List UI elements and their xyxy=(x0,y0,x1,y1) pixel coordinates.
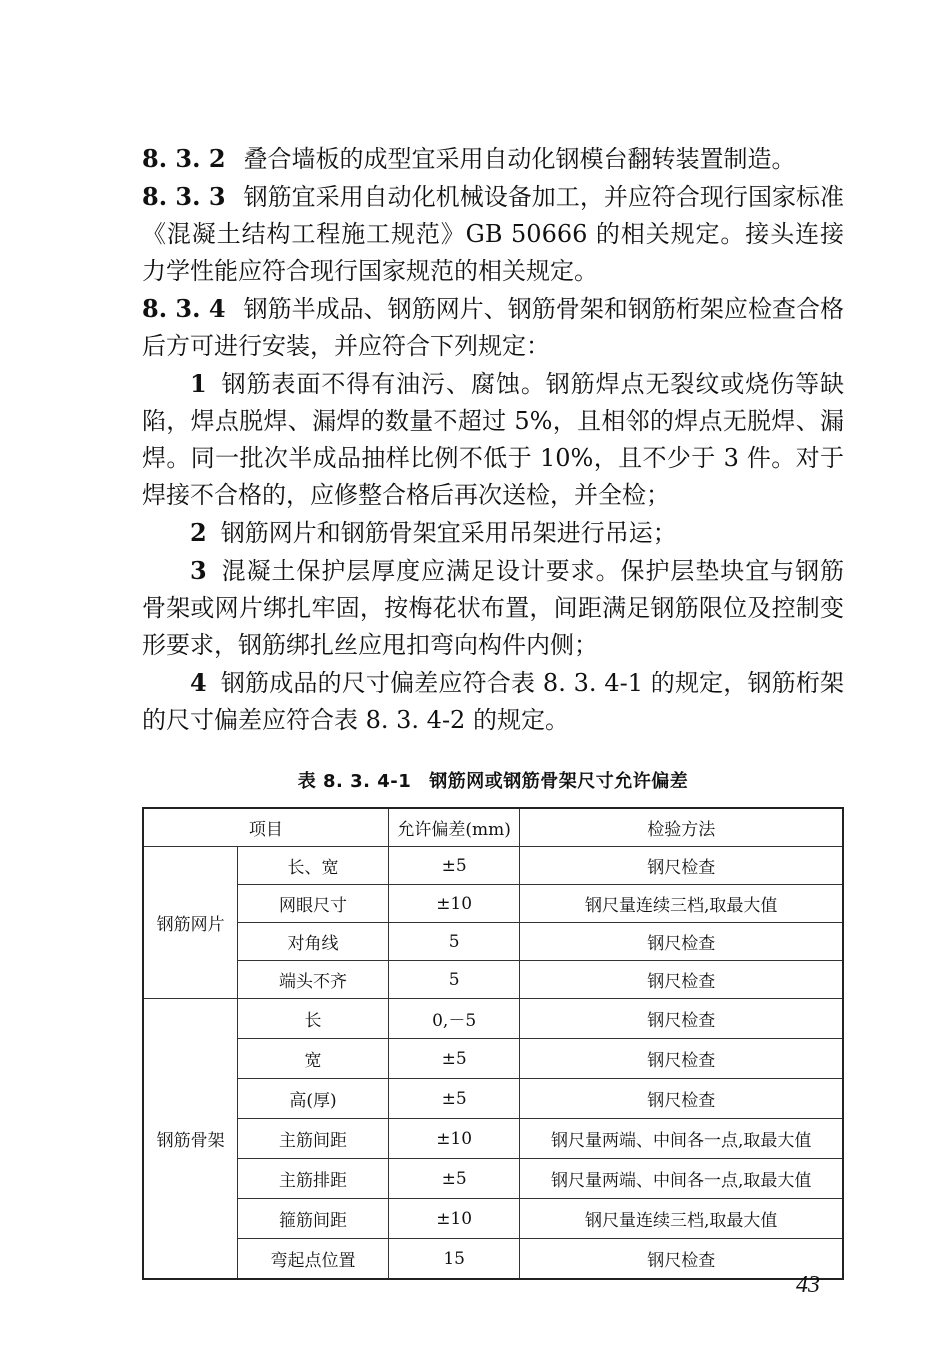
table-caption-number: 表 8. 3. 4-1 xyxy=(297,771,412,792)
cell-tolerance: 5 xyxy=(388,923,520,961)
section-number: 8. 3. 3 xyxy=(142,182,226,211)
cell-method: 钢尺量两端、中间各一点,取最大值 xyxy=(520,1159,843,1199)
table-row xyxy=(143,1039,843,1079)
tolerance-table xyxy=(142,807,844,1280)
cell-tolerance: ±5 xyxy=(388,1159,520,1199)
cell-tolerance: 5 xyxy=(388,961,520,999)
item-text: 混凝土保护层厚度应满足设计要求。保护层垫块宜与钢筋骨架或网片绑扎牢固，按梅花状布置，间距满足钢筋限位及控制变形要求，钢筋绑扎丝应甩扣弯向构件内侧； xyxy=(142,557,844,659)
item-number: 3 xyxy=(190,556,207,585)
header-method: 检验方法 xyxy=(520,808,843,847)
cell-item: 网眼尺寸 xyxy=(238,885,389,923)
section-text: 叠合墙板的成型宜采用自动化钢模台翻转装置制造。 xyxy=(243,145,796,173)
list-item-1 xyxy=(142,365,844,514)
item-number: 4 xyxy=(190,668,207,697)
cell-item: 长 xyxy=(238,999,389,1039)
item-text: 钢筋网片和钢筋骨架宜采用吊架进行吊运； xyxy=(220,519,677,547)
table-row xyxy=(143,885,843,923)
group-name: 钢筋网片 xyxy=(143,847,238,999)
table-caption xyxy=(142,767,844,793)
cell-method: 钢尺检查 xyxy=(520,1079,843,1119)
cell-method: 钢尺检查 xyxy=(520,961,843,999)
header-item: 项目 xyxy=(143,808,388,847)
section-number: 8. 3. 4 xyxy=(142,294,226,323)
table-row xyxy=(143,999,843,1039)
item-text: 钢筋成品的尺寸偏差应符合表 8. 3. 4-1 的规定，钢筋桁架的尺寸偏差应符合表 8. 3. 4-2 的规定。 xyxy=(142,669,844,734)
cell-item: 对角线 xyxy=(238,923,389,961)
item-number: 1 xyxy=(190,369,207,398)
table-header-row xyxy=(143,808,843,847)
group-cage xyxy=(143,999,843,1280)
section-8-3-2 xyxy=(142,140,844,178)
cell-item: 主筋排距 xyxy=(238,1159,389,1199)
cell-method: 钢尺检查 xyxy=(520,999,843,1039)
cell-tolerance: ±10 xyxy=(388,1119,520,1159)
section-8-3-3 xyxy=(142,178,844,290)
page-content xyxy=(142,140,844,1280)
table-caption-title: 钢筋网或钢筋骨架尺寸允许偏差 xyxy=(429,771,689,792)
item-number: 2 xyxy=(190,518,207,547)
cell-item: 弯起点位置 xyxy=(238,1239,389,1280)
section-text: 钢筋宜采用自动化机械设备加工，并应符合现行国家标准《混凝土结构工程施工规范》GB 50666 的相关规定。接头连接力学性能应符合现行国家规范的相关规定。 xyxy=(142,183,844,285)
cell-tolerance: ±5 xyxy=(388,847,520,885)
cell-item: 宽 xyxy=(238,1039,389,1079)
cell-method: 钢尺量两端、中间各一点,取最大值 xyxy=(520,1119,843,1159)
cell-tolerance: 0,－5 xyxy=(388,999,520,1039)
list-item-4 xyxy=(142,664,844,739)
table-row xyxy=(143,923,843,961)
cell-item: 高(厚) xyxy=(238,1079,389,1119)
table-row xyxy=(143,961,843,999)
header-tolerance: 允许偏差(mm) xyxy=(388,808,520,847)
cell-method: 钢尺检查 xyxy=(520,1239,843,1280)
table-row xyxy=(143,1159,843,1199)
page-number: 43 xyxy=(796,1272,820,1298)
group-mesh xyxy=(143,847,843,999)
table-row xyxy=(143,1079,843,1119)
cell-method: 钢尺量连续三档,取最大值 xyxy=(520,1199,843,1239)
section-text: 钢筋半成品、钢筋网片、钢筋骨架和钢筋桁架应检查合格后方可进行安装，并应符合下列规定： xyxy=(142,295,844,360)
table-row xyxy=(143,847,843,885)
cell-method: 钢尺检查 xyxy=(520,923,843,961)
cell-tolerance: ±5 xyxy=(388,1079,520,1119)
cell-item: 端头不齐 xyxy=(238,961,389,999)
table-row xyxy=(143,1239,843,1280)
cell-method: 钢尺检查 xyxy=(520,847,843,885)
table-row xyxy=(143,1119,843,1159)
cell-method: 钢尺量连续三档,取最大值 xyxy=(520,885,843,923)
cell-tolerance: ±10 xyxy=(388,885,520,923)
list-item-3 xyxy=(142,552,844,664)
cell-item: 箍筋间距 xyxy=(238,1199,389,1239)
cell-item: 长、宽 xyxy=(238,847,389,885)
cell-method: 钢尺检查 xyxy=(520,1039,843,1079)
item-text: 钢筋表面不得有油污、腐蚀。钢筋焊点无裂纹或烧伤等缺陷，焊点脱焊、漏焊的数量不超过 5%，且相邻的焊点无脱焊、漏焊。同一批次半成品抽样比例不低于 10%，且不少于 3 件。对于焊接不合格的，应修整合格后再次送检，并全检； xyxy=(142,370,844,509)
cell-tolerance: ±10 xyxy=(388,1199,520,1239)
section-8-3-4 xyxy=(142,290,844,365)
cell-tolerance: ±5 xyxy=(388,1039,520,1079)
list-item-2 xyxy=(142,514,844,552)
cell-tolerance: 15 xyxy=(388,1239,520,1280)
table-row xyxy=(143,1199,843,1239)
section-number: 8. 3. 2 xyxy=(142,144,226,173)
cell-item: 主筋间距 xyxy=(238,1119,389,1159)
group-name: 钢筋骨架 xyxy=(143,999,238,1280)
